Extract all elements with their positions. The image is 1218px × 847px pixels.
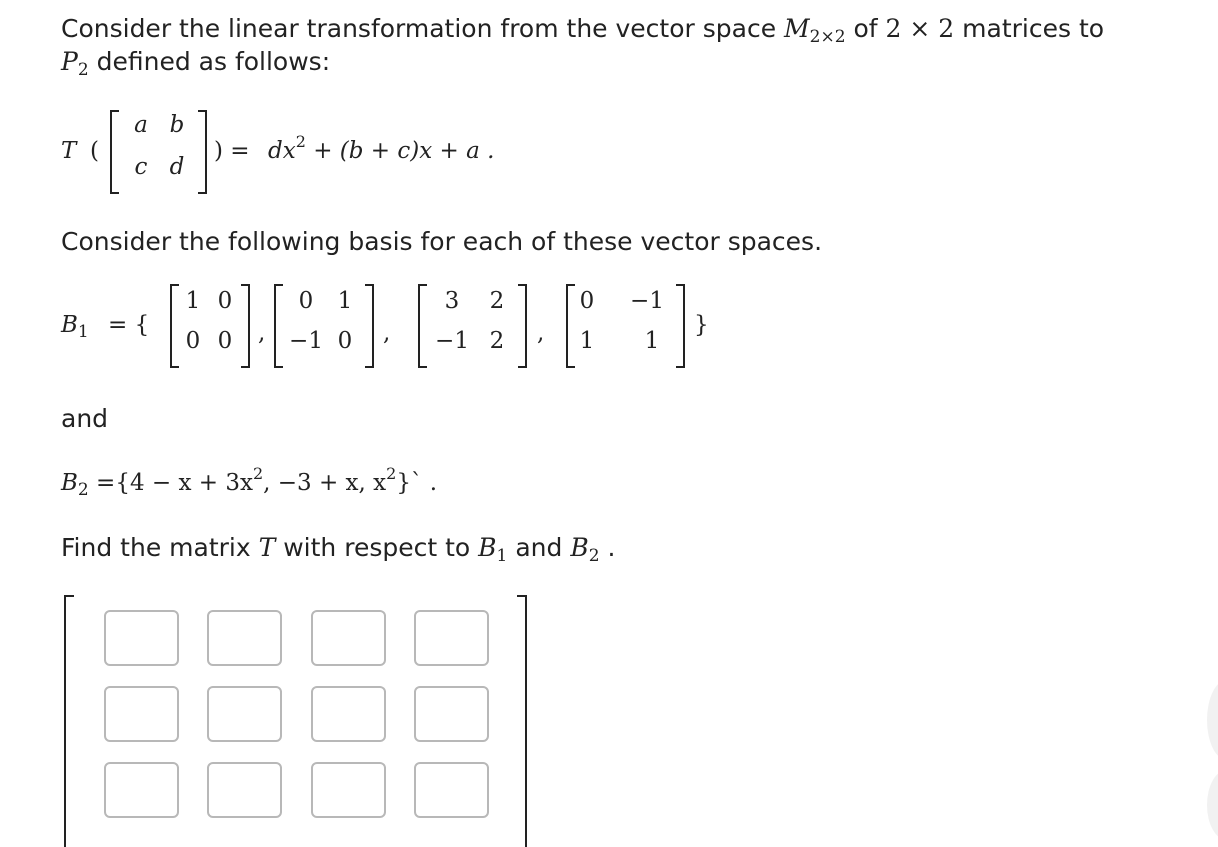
b1-eq-brace: = {: [108, 312, 150, 338]
b2-definition: $B_2 =\{4 - x + 3x^2$, −3 + x, $x^2\}`$ .: [61, 464, 438, 500]
math-size: 2 × 2: [885, 14, 955, 43]
answer-left-bracket: [64, 595, 74, 847]
b1-matrix-1: [170, 284, 250, 368]
b1-m2-r1c2: 1: [337, 288, 353, 314]
def-entry-a: a: [134, 112, 148, 138]
answer-cell-r2c1[interactable]: [104, 686, 179, 742]
b2-label: $B_2$: [61, 470, 89, 500]
intro-matrices: matrices to: [962, 14, 1105, 43]
answer-cell-r1c1[interactable]: [104, 610, 179, 666]
def-entry-d: d: [169, 154, 185, 180]
b1-m3-r1c1: 3: [444, 288, 460, 314]
def-T: T: [61, 138, 77, 164]
math-P: $P_2$: [61, 47, 89, 80]
intro-of: of: [853, 14, 878, 43]
b1-m4-r1c2: −1: [630, 288, 664, 314]
answer-cell-r1c3[interactable]: [311, 610, 386, 666]
def-matrix-left-bracket: [110, 110, 119, 194]
find-B1: $B_1$: [478, 533, 508, 566]
b1-m1-r2c2: 0: [217, 328, 233, 354]
find-B2: $B_2$: [570, 533, 600, 566]
b1-comma-3: ,: [537, 320, 545, 346]
b1-label: $B_1$: [61, 312, 89, 342]
find-instruction: Find the matrix T with respect to $B_1$ and $B_2$ .: [61, 533, 616, 566]
b1-m1-r1c1: 1: [185, 288, 201, 314]
answer-cell-r3c3[interactable]: [311, 762, 386, 818]
math-M: $M_{2\times 2}$: [784, 14, 846, 47]
b1-comma-1: ,: [258, 320, 266, 346]
intro-line-1: [61, 14, 1105, 47]
b1-m3-r2c2: 2: [489, 328, 505, 354]
def-matrix: [110, 110, 206, 194]
answer-cell-r2c2[interactable]: [207, 686, 282, 742]
edge-decoration-1: [1207, 680, 1218, 760]
basis-intro: Consider the following basis for each of these vector spaces.: [61, 227, 823, 256]
b1-close-brace: }: [694, 312, 709, 338]
def-close-paren-eq: ) =: [214, 138, 250, 164]
def-rhs: $dx^2 + (b + c)x + a$ .: [268, 132, 495, 164]
intro-text-part1: Consider the linear transformation from the vector space: [61, 14, 777, 43]
intro-line-2: [61, 47, 331, 80]
answer-cell-r2c4[interactable]: [414, 686, 489, 742]
def-matrix-right-bracket: [198, 110, 207, 194]
b1-m2-r2c1: −1: [289, 328, 323, 354]
b1-m3-r1c2: 2: [489, 288, 505, 314]
answer-cell-r3c2[interactable]: [207, 762, 282, 818]
answer-right-bracket: [517, 595, 527, 847]
b1-m4-r2c2: 1: [644, 328, 660, 354]
answer-cell-r2c3[interactable]: [311, 686, 386, 742]
def-entry-b: b: [169, 112, 185, 138]
edge-decoration-2: [1207, 770, 1218, 840]
b1-m3-r2c1: −1: [435, 328, 469, 354]
def-open-paren: (: [90, 138, 99, 164]
b1-m1-r2c1: 0: [185, 328, 201, 354]
b1-m2-r2c2: 0: [337, 328, 353, 354]
answer-cell-r3c1[interactable]: [104, 762, 179, 818]
b1-matrix-4: [566, 284, 686, 368]
b1-m4-r2c1: 1: [579, 328, 595, 354]
intro-text-part2: defined as follows:: [96, 47, 331, 76]
b1-m2-r1c1: 0: [298, 288, 314, 314]
b1-m4-r1c1: 0: [579, 288, 595, 314]
b1-comma-2: ,: [383, 320, 391, 346]
def-entry-c: c: [134, 154, 148, 180]
b1-matrix-3: [418, 284, 528, 368]
find-T: T: [258, 533, 276, 562]
answer-cell-r1c4[interactable]: [414, 610, 489, 666]
b1-m1-r1c2: 0: [217, 288, 233, 314]
and-text: and: [61, 404, 109, 433]
answer-cell-r1c2[interactable]: [207, 610, 282, 666]
answer-cell-r3c4[interactable]: [414, 762, 489, 818]
b1-matrix-2: [274, 284, 374, 368]
